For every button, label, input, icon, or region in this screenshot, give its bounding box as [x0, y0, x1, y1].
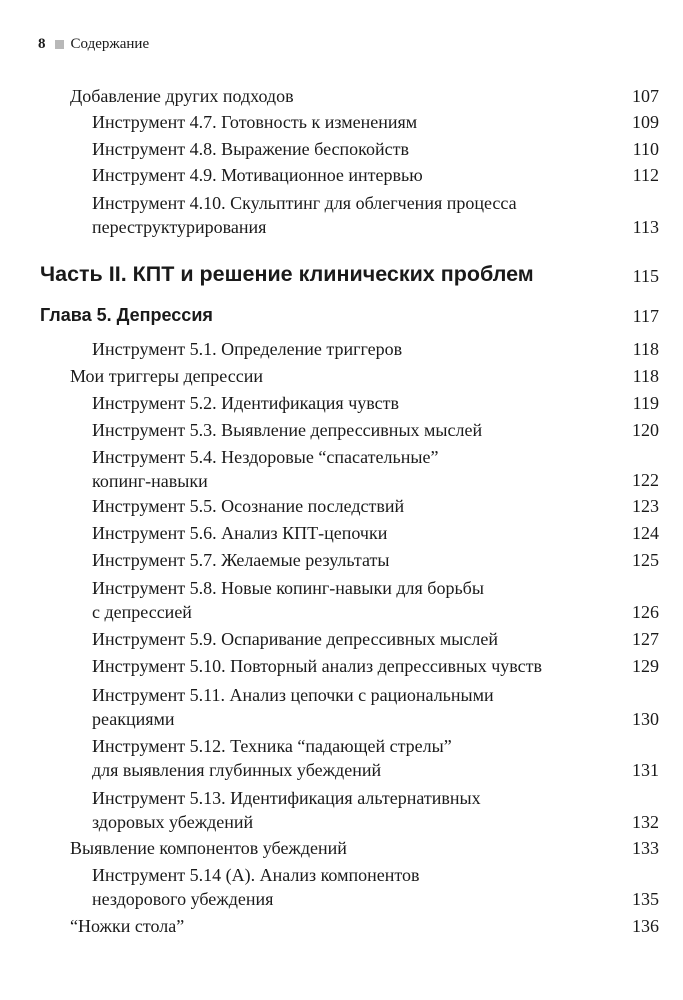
section-title: Содержание: [70, 36, 150, 52]
part-heading: Часть II. КПТ и решение клинических проблем: [40, 262, 534, 286]
toc-entry-text: Инструмент 4.8. Выражение беспокойств: [92, 139, 409, 159]
toc-page-number: 131: [632, 760, 659, 780]
toc-page-number: 115: [632, 266, 659, 286]
toc-page-number: 135: [632, 889, 659, 909]
chapter-heading: Глава 5. Депрессия: [40, 305, 213, 325]
toc-page-number: 124: [632, 523, 659, 543]
toc-entry-text: Инструмент 5.1. Определение триггеров: [92, 339, 403, 359]
toc-entry-text: Инструмент 5.6. Анализ КПТ-цепочки: [92, 523, 388, 543]
toc-entry-text: Инструмент 5.7. Желаемые результаты: [92, 550, 390, 570]
toc-entry-line: для выявления глубинных убеждений: [92, 760, 382, 780]
toc-page-number: 123: [632, 496, 659, 516]
toc-entry-line: Инструмент 5.11. Анализ цепочки с рациональными: [92, 685, 494, 705]
toc-page-number: 127: [632, 629, 659, 649]
toc-entry-line: реакциями: [92, 709, 175, 729]
toc-page-number: 112: [632, 165, 659, 185]
toc-page-number: 120: [632, 420, 659, 440]
toc-page-number: 118: [632, 366, 659, 386]
toc-entry-line: нездорового убеждения: [92, 889, 274, 909]
toc-entry-text: Инструмент 5.2. Идентификация чувств: [92, 393, 399, 413]
toc-page-number: 125: [632, 550, 659, 570]
toc-page-number: 118: [632, 339, 659, 359]
toc-page-number: 136: [632, 916, 659, 936]
toc-page-number: 130: [632, 709, 659, 729]
toc-page-number: 126: [632, 602, 659, 622]
toc-page-number: 113: [632, 217, 659, 237]
toc-entry-multiline: [92, 445, 438, 493]
toc-entry-line: переструктурирования: [92, 217, 267, 237]
toc-entry-multiline: [92, 863, 420, 911]
toc-entry-multiline: [92, 734, 452, 782]
toc-entry-multiline: [92, 786, 481, 834]
page-number: 8: [38, 36, 46, 52]
toc-page-number: 129: [632, 656, 659, 676]
toc-entry-text: Инструмент 4.9. Мотивационное интервью: [92, 165, 423, 185]
toc-page-number: 109: [632, 112, 659, 132]
toc-page-number: 107: [632, 86, 659, 106]
toc-entry-line: Инструмент 5.4. Нездоровые “спасательные”: [92, 447, 439, 467]
toc-entry-line: Инструмент 5.12. Техника “падающей стрелы”: [92, 736, 452, 756]
toc-page-number: 110: [632, 139, 659, 159]
toc-entry-text: Инструмент 4.7. Готовность к изменениям: [92, 112, 418, 132]
toc-entry-text: Мои триггеры депрессии: [70, 366, 263, 386]
toc-entry-line: здоровых убеждений: [92, 812, 254, 832]
toc-page-number: 122: [632, 470, 659, 490]
toc-entry-line: Инструмент 5.14 (А). Анализ компонентов: [92, 865, 420, 885]
toc-entry-line: копинг-навыки: [92, 471, 208, 491]
toc-entry-multiline: [92, 191, 517, 239]
toc-entry-text: Инструмент 5.5. Осознание последствий: [92, 496, 405, 516]
toc-entry-line: с депрессией: [92, 602, 192, 622]
toc-entry-line: Инструмент 5.8. Новые копинг-навыки для борьбы: [92, 578, 484, 598]
toc-entry-line: Инструмент 4.10. Скульптинг для облегчения процесса: [92, 193, 517, 213]
toc-entry-text: Выявление компонентов убеждений: [70, 838, 347, 858]
toc-entry-text: Добавление других подходов: [70, 86, 294, 106]
toc-page-number: 117: [632, 306, 659, 326]
toc-entry-text: “Ножки стола”: [70, 916, 185, 936]
toc-entry-multiline: [92, 683, 494, 731]
toc-entry-text: Инструмент 5.3. Выявление депрессивных мыслей: [92, 420, 483, 440]
toc-entry-line: Инструмент 5.13. Идентификация альтернативных: [92, 788, 481, 808]
toc-entry-text: Инструмент 5.10. Повторный анализ депрессивных чувств: [92, 656, 542, 676]
toc-page-number: 132: [632, 812, 659, 832]
toc-entry-text: Инструмент 5.9. Оспаривание депрессивных мыслей: [92, 629, 498, 649]
toc-entry-multiline: [92, 576, 484, 624]
toc-page-number: 133: [632, 838, 659, 858]
toc-page-number: 119: [632, 393, 659, 413]
